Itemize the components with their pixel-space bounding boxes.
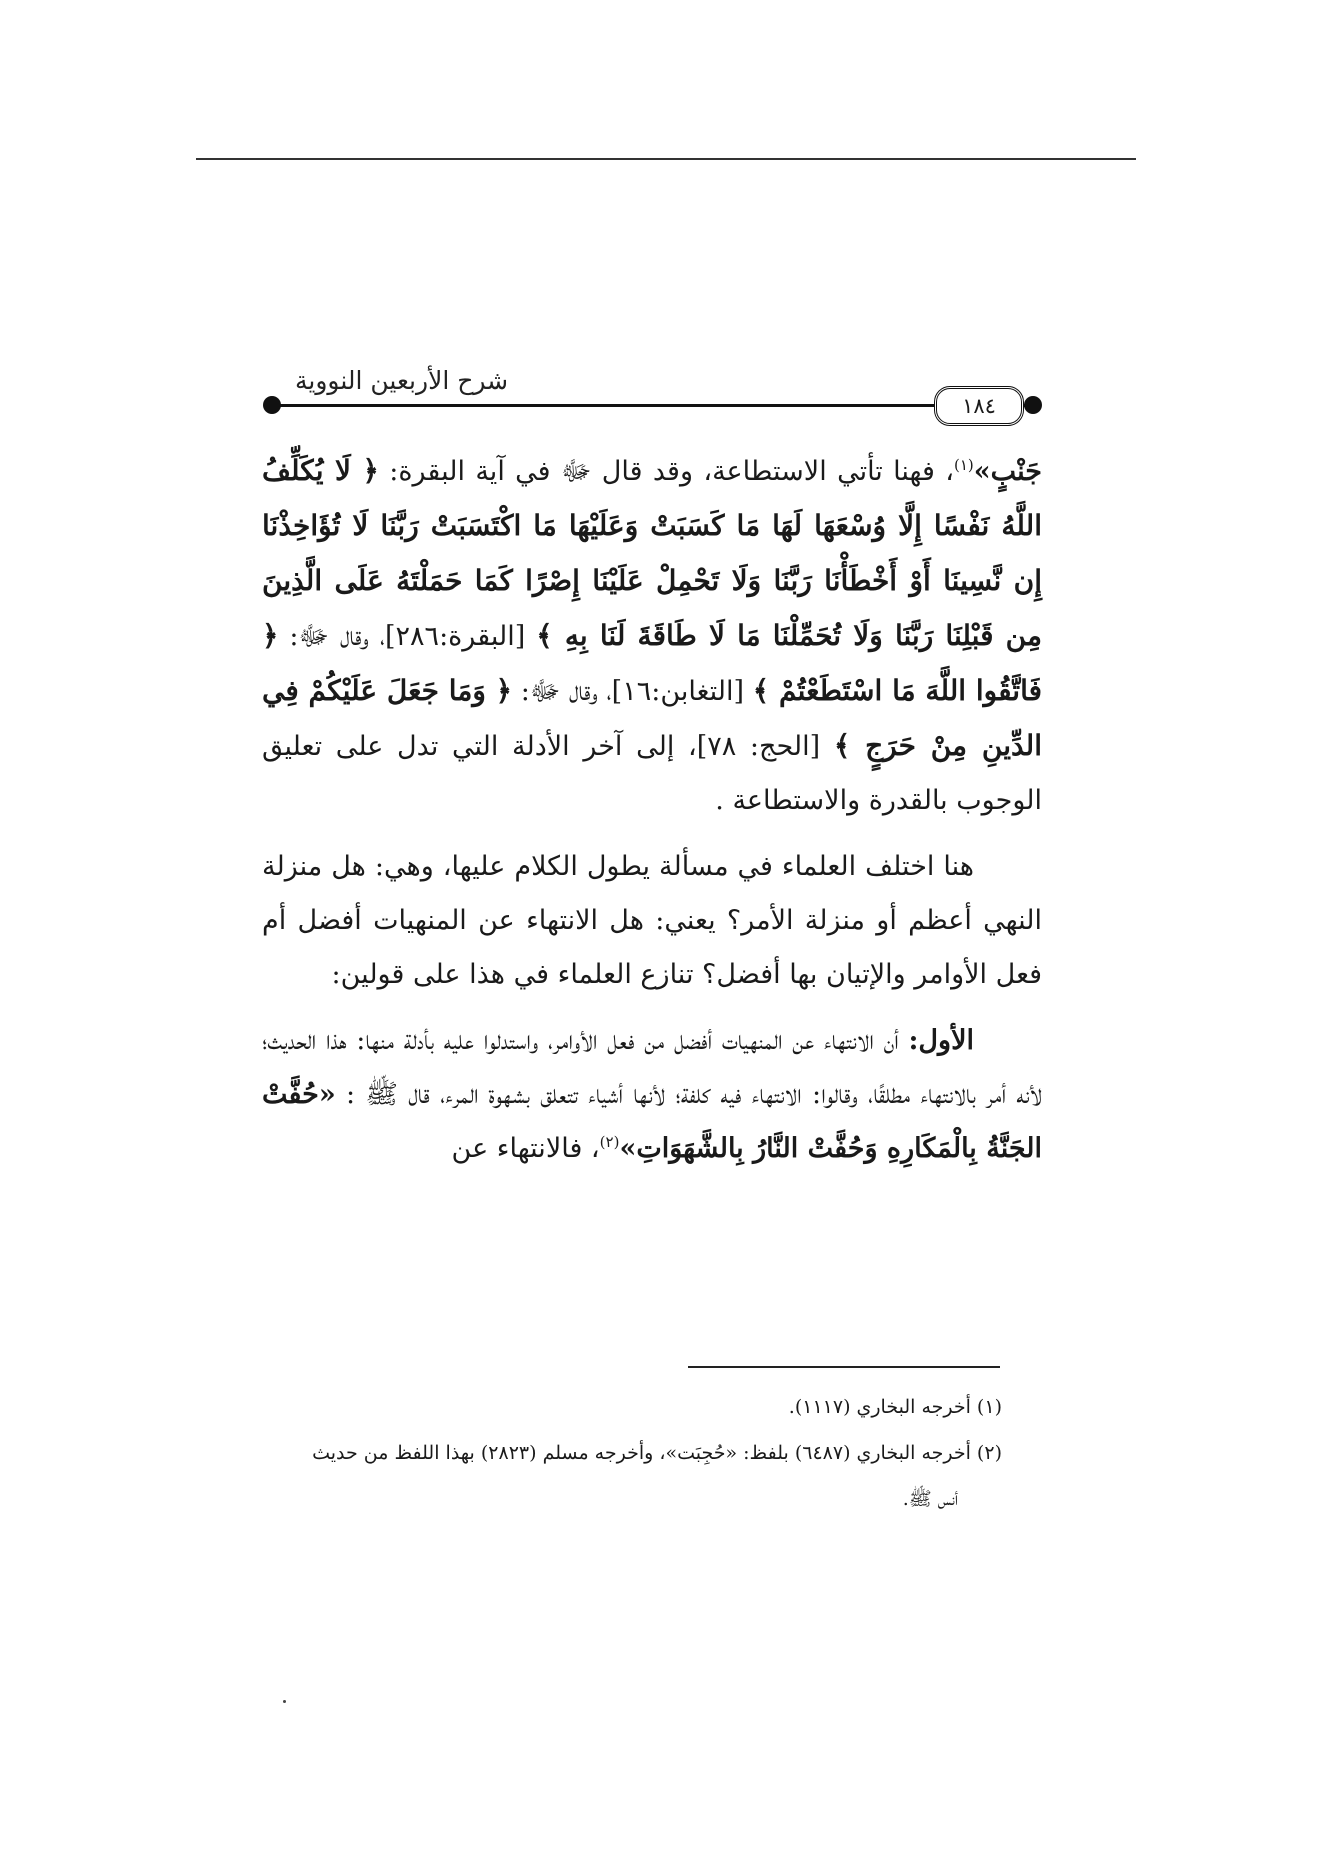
paragraph-1 [262, 444, 1042, 828]
header-rule [273, 404, 1032, 407]
quran-verse: ﴿ وَمَا جَعَلَ عَلَيْكُمْ فِي الدِّينِ مِنْ حَرَجٍ ﴾ [262, 674, 1042, 762]
main-text [262, 444, 1042, 1176]
footnotes [262, 1384, 1002, 1522]
paragraph-3 [262, 1014, 1042, 1176]
paragraph-2: هنا اختلف العلماء في مسألة يطول الكلام عليها، وهي: هل منزلة النهي أعظم أو منزلة الأمر؟ يعني: هل الانتهاء عن المنهيات أفضل أم فعل الأوامر والإتيان بها أفضل؟ تنازع العلماء في هذا على قولين: [262, 851, 1042, 990]
footnote-ref: (١) [953, 456, 974, 474]
text-run: [التغابن:١٦]، وقال ﷻ: [512, 676, 753, 707]
footnote-1: (١) أخرجه البخاري (١١١٧). [788, 1396, 1002, 1418]
page-header [265, 360, 1040, 420]
text-run: ، فالانتهاء عن [451, 1133, 600, 1164]
quran-verse: ﴿ لَا يُكَلِّفُ اللَّهُ نَفْسًا إِلَّا وُسْعَهَا لَهَا مَا كَسَبَتْ وَعَلَيْهَا مَا اكْتَسَبَتْ رَبَّنَا لَا تُؤَاخِذْنَا إِن نَّسِينَا أَوْ أَخْطَأْنَا رَبَّنَا وَلَا تَحْمِلْ عَلَيْنَا إِصْرًا كَمَا حَمَلْتَهُ عَلَى الَّذِينَ مِن قَبْلِنَا رَبَّنَا وَلَا تُحَمِّلْنَا مَا لَا طَاقَةَ لَنَا بِهِ ﴾ [262, 454, 1042, 652]
header-dot-left [263, 396, 281, 414]
text-run: أن الانتهاء عن المنهيات أفضل من فعل الأوامر، واستدلوا عليه بأدلة منها: هذا الحديث؛ لأنه أمر بالانتهاء مطلقًا، وقالوا: الانتهاء فيه كلفة؛ لأنها أشياء تتعلق بشهوة المرء، قال ﷺ : [262, 1025, 1042, 1110]
stray-mark [283, 1700, 286, 1703]
quran-verse: ﴿ فَاتَّقُوا اللَّهَ مَا اسْتَطَعْتُمْ ﴾ [262, 619, 1042, 707]
header-dot-right [1024, 396, 1042, 414]
hadith-quote: «حُفَّتْ الجَنَّةُ بِالْمَكَارِهِ وَحُفَّتْ النَّارُ بِالشَّهَوَاتِ» [262, 1079, 1042, 1164]
footnote-separator [688, 1366, 1000, 1368]
text-run: ، فهنا تأتي الاستطاعة، وقد قال ﷻ في آية البقرة: [378, 456, 954, 487]
lead-term: الأول: [908, 1025, 974, 1056]
footnote-2: (٢) أخرجه البخاري (٦٤٨٧) بلفظ: «حُجِبَت»، وأخرجه مسلم (٢٨٢٣) بهذا اللفظ من حديث [312, 1442, 1002, 1464]
text-run: [الحج: ٧٨]، إلى آخر الأدلة التي تدل على تعليق الوجوب بالقدرة والاستطاعة . [262, 731, 1042, 816]
hadith-quote: جَنْبٍ» [973, 456, 1042, 487]
footnote-2-continued: أنس ﷺ. [902, 1488, 958, 1510]
top-rule [196, 158, 1136, 160]
running-title: شرح الأربعين النووية [295, 366, 509, 395]
text-run: [البقرة:٢٨٦]، وقال ﷻ: [278, 621, 537, 652]
page-number: ١٨٤ [934, 386, 1024, 426]
footnote-ref: (٢) [599, 1133, 620, 1151]
